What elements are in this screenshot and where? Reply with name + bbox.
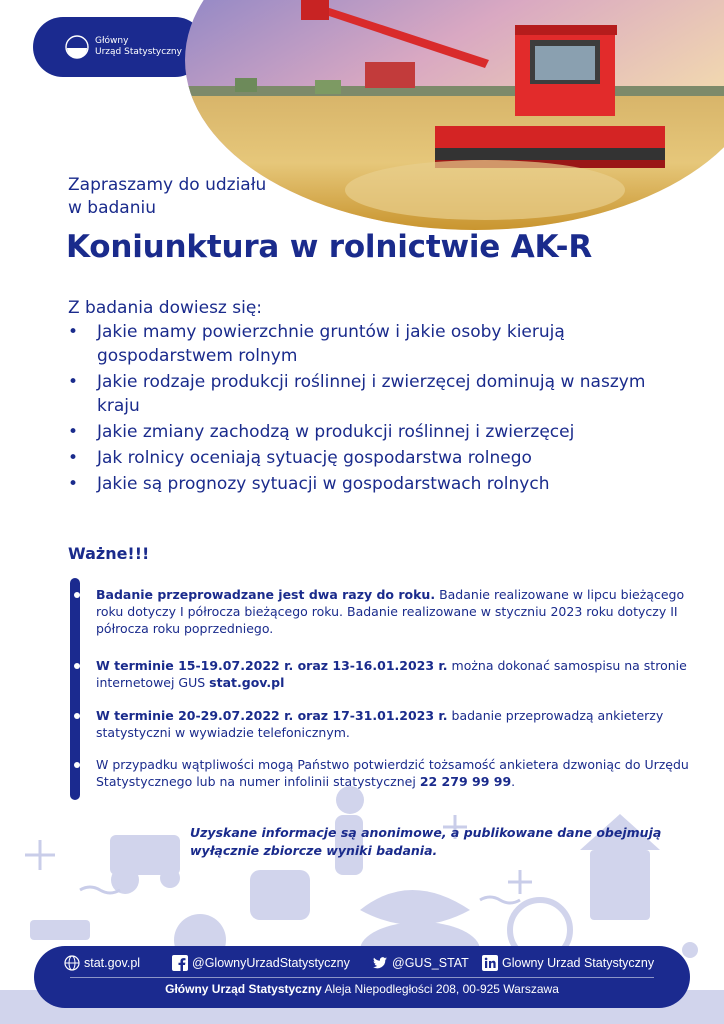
footer-bar <box>34 946 690 1008</box>
footer-twitter-link[interactable]: @GUS_STAT <box>372 955 469 971</box>
bullet-dot-icon <box>74 592 80 598</box>
linkedin-icon <box>482 955 498 971</box>
page-title: Koniunktura w rolnictwie AK-R <box>66 229 592 265</box>
anonymity-note: Uzyskane informacje są anonimowe, a publikowane dane obejmują wyłącznie zbiorcze wyniki badania. <box>190 825 662 858</box>
footer-linkedin-link[interactable]: Glowny Urzad Statystyczny <box>482 955 654 971</box>
facebook-icon <box>172 955 188 971</box>
important-paragraph-3: W terminie 20-29.07.2022 r. oraz 17-31.01.2023 r. badanie przeprowadzą ankieterzy statystyczni w wywiadzie telefonicznym. <box>96 708 664 740</box>
learn-list <box>68 320 688 498</box>
footer-divider <box>70 977 654 978</box>
twitter-icon <box>372 955 388 971</box>
footer-address: Główny Urząd Statystyczny Aleja Niepodległości 208, 00-925 Warszawa <box>165 982 559 996</box>
bullet-dot-icon <box>74 713 80 719</box>
list-item: • Jakie zmiany zachodzą w produkcji roślinnej i zwierzęcej <box>68 420 688 444</box>
list-item: • Jak rolnicy oceniają sytuację gospodarstwa rolnego <box>68 446 688 470</box>
globe-icon <box>64 955 80 971</box>
list-item: • Jakie mamy powierzchnie gruntów i jakie osoby kierują gospodarstwem rolnym <box>68 320 688 368</box>
hotline-number: 22 279 99 99 <box>419 774 512 789</box>
important-paragraph-1: Badanie przeprowadzane jest dwa razy do roku. Badanie realizowane w lipcu bieżącego roku dotyczy I półrocza bieżącego roku. Badanie realizowane w styczniu 2023 roku dotyczy II półrocza roku poprzedniego. <box>96 587 685 636</box>
gus-logo-text: Główny Urząd Statystyczny <box>95 36 182 57</box>
learn-heading: Z badania dowiesz się: <box>68 298 263 318</box>
footer-facebook-link[interactable]: @GlownyUrzadStatystyczny <box>172 955 350 971</box>
list-item: • Jakie rodzaje produkcji roślinnej i zwierzęcej dominują w naszym kraju <box>68 370 688 418</box>
important-heading: Ważne!!! <box>68 544 150 563</box>
intro-text: Zapraszamy do udziału w badaniu <box>68 175 267 218</box>
list-item: • Jakie są prognozy sytuacji w gospodarstwach rolnych <box>68 472 688 496</box>
bullet-dot-icon <box>74 762 80 768</box>
gus-logo <box>33 17 205 77</box>
important-paragraph-4: W przypadku wątpliwości mogą Państwo potwierdzić tożsamość ankietera dzwoniąc do Urzędu Statystycznego lub na numer infolinii statystycznej 22 279 99 99. <box>96 757 689 789</box>
gus-logo-icon <box>65 35 89 59</box>
bullet-dot-icon <box>74 663 80 669</box>
stat-gov-link[interactable]: stat.gov.pl <box>209 675 285 690</box>
important-paragraph-2: W terminie 15-19.07.2022 r. oraz 13-16.01.2023 r. można dokonać samospisu na stronie internetowej GUS stat.gov.pl <box>96 658 687 690</box>
footer-web-link[interactable]: stat.gov.pl <box>64 955 140 971</box>
